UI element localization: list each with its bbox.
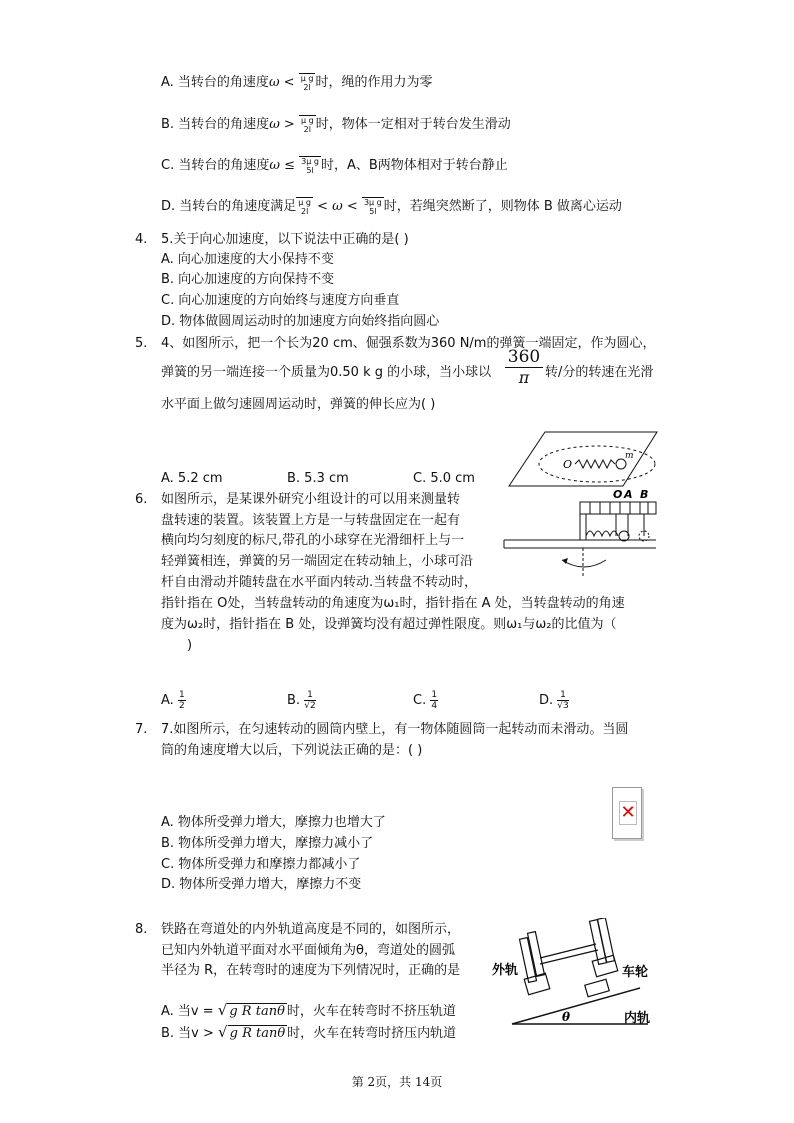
q5-option-b[interactable]: B. 5.3 cm (287, 471, 349, 486)
sqrt-mug-2l: μ g 2l (300, 74, 314, 92)
q6-option-d[interactable]: D. $\frac{1}{√3}$ (539, 690, 569, 711)
q6-option-a[interactable]: A. $\frac{1}{2}$ (161, 690, 185, 711)
q5-line1: 4、如图所示，把一个长为20 cm、倔强系数为360 N/m的弹簧一端固定，作为圆心， (161, 336, 656, 351)
q7-option-b[interactable]: B. 物体所受弹力增大，摩擦力减小了 (161, 836, 374, 851)
q5-fraction: 360 π (505, 347, 543, 388)
page-footer: 第 2页，共 14页 (351, 1075, 443, 1089)
q6-line7: 度为ω₂时，指针指在 B 处，设弹簧均没有超过弹性限度。则ω₁与ω₂的比值为（ (161, 617, 617, 632)
q6-number: 6. (135, 492, 148, 507)
q8-number: 8. (135, 922, 148, 937)
q7-line2: 筒的角速度增大以后，下列说法正确的是：( ) (161, 743, 423, 758)
q5-option-c[interactable]: C. 5.0 cm (413, 471, 475, 486)
q7-option-a[interactable]: A. 物体所受弹力增大，摩擦力也增大了 (161, 815, 386, 830)
label-outer-rail: 外轨 (492, 963, 519, 978)
q6-option-c[interactable]: C. $\frac{1}{4}$ (413, 690, 438, 711)
q4-option-c[interactable]: C. 向心加速度的方向始终与速度方向垂直 (161, 293, 400, 308)
q3-option-d[interactable]: D. 当转台的角速度满足 μ g 2l < ω < 3μ g 5l 时，若绳突然断了，则物体 B 做离心运动 (161, 198, 622, 216)
q6-line8: ) (187, 638, 193, 653)
q4-option-d[interactable]: D. 物体做圆周运动时的加速度方向始终指向圆心 (161, 314, 440, 329)
q4-number: 4. (135, 232, 148, 247)
q4-option-a[interactable]: A. 向心加速度的大小保持不变 (161, 252, 334, 267)
q3-option-a[interactable]: A. 当转台的角速度ω < μ g 2l 时，绳的作用力为零 (161, 74, 433, 92)
sqrt-3mug-5l: 3μ g 5l (301, 157, 319, 175)
q8-option-a[interactable]: A. 当v = √ g R tanθ 时，火车在转弯时不挤压轨道 (161, 1001, 456, 1019)
q5-line2: 弹簧的另一端连接一个质量为0.50 k g 的小球，当小球以 (161, 365, 492, 380)
q6-line2: 盘转速的装置。该装置上方是一与转盘固定在一起有 (161, 513, 461, 528)
q4-option-b[interactable]: B. 向心加速度的方向保持不变 (161, 272, 335, 287)
q7-number: 7. (135, 722, 148, 737)
spring-center-label: O (563, 458, 573, 471)
ball-mass-label: m (625, 451, 634, 461)
sqrt-mug-2l: μ g 2l (300, 116, 314, 134)
q6-line5: 杆自由滑动并随转盘在水平面内转动.当转盘不转动时， (161, 575, 478, 590)
q3-option-b[interactable]: B. 当转台的角速度ω > μ g 2l 时，物体一定相对于转台发生滑动 (161, 116, 511, 134)
label-b: B (640, 488, 649, 501)
q5-option-a[interactable]: A. 5.2 cm (161, 471, 223, 486)
q7-line1: 7.如图所示，在匀速转动的圆筒内壁上，有一物体随圆筒一起转动而未滑动。当圆 (161, 722, 629, 737)
q3-option-c[interactable]: C. 当转台的角速度ω ≤ 3μ g 5l 时，A、B两物体相对于转台静止 (161, 157, 508, 175)
q5-line2-post: 转/分的转速在光滑 (545, 365, 654, 380)
label-wheel: 车轮 (622, 965, 649, 980)
q7-option-d[interactable]: D. 物体所受弹力增大，摩擦力不变 (161, 877, 362, 892)
label-theta: θ (562, 1010, 571, 1024)
q4-stem: 5.关于向心加速度，以下说法中正确的是( ) (161, 232, 409, 247)
sqrt-3mug-5l: 3μ g 5l (363, 198, 382, 216)
q7-option-c[interactable]: C. 物体所受弹力和摩擦力都减小了 (161, 857, 361, 872)
q6-turntable-figure (500, 484, 660, 580)
label-o: O (613, 488, 623, 501)
q6-option-b[interactable]: B. $\frac{1}{√2}$ (287, 690, 316, 711)
q8-option-b[interactable]: B. 当v > √ g R tanθ 时，火车在转弯时挤压内轨道 (161, 1023, 457, 1041)
broken-image-icon: ✕ (612, 787, 642, 839)
q8-line1: 铁路在弯道处的内外轨道高度是不同的，如图所示， (161, 922, 461, 937)
q6-line6: 指针指在 O处，当转盘转动的角速度为ω₁时，指针指在 A 处，当转盘转动的角速 (161, 596, 625, 611)
q5-line3: 水平面上做匀速圆周运动时，弹簧的伸长应为( ) (161, 397, 436, 412)
q6-line4: 轻弹簧相连，弹簧的另一端固定在转动轴上，小球可沿 (161, 554, 474, 569)
label-a: A (624, 488, 633, 501)
label-inner-rail: 内轨 (624, 1011, 651, 1026)
q8-railway-figure (490, 918, 660, 1036)
q6-line1: 如图所示，是某课外研究小组设计的可以用来测量转 (161, 492, 461, 507)
q5-spring-figure (505, 428, 660, 490)
q5-number: 5. (135, 336, 148, 351)
q8-line3: 半径为 R，在转弯时的速度为下列情况时，正确的是 (161, 963, 461, 978)
q8-line2: 已知内外轨道平面对水平面倾角为θ，弯道处的圆弧 (161, 943, 455, 958)
sqrt-mug-2l: μ g 2l (298, 198, 311, 216)
q6-line3: 横向均匀刻度的标尺,带孔的小球穿在光滑细杆上与一 (161, 533, 465, 548)
